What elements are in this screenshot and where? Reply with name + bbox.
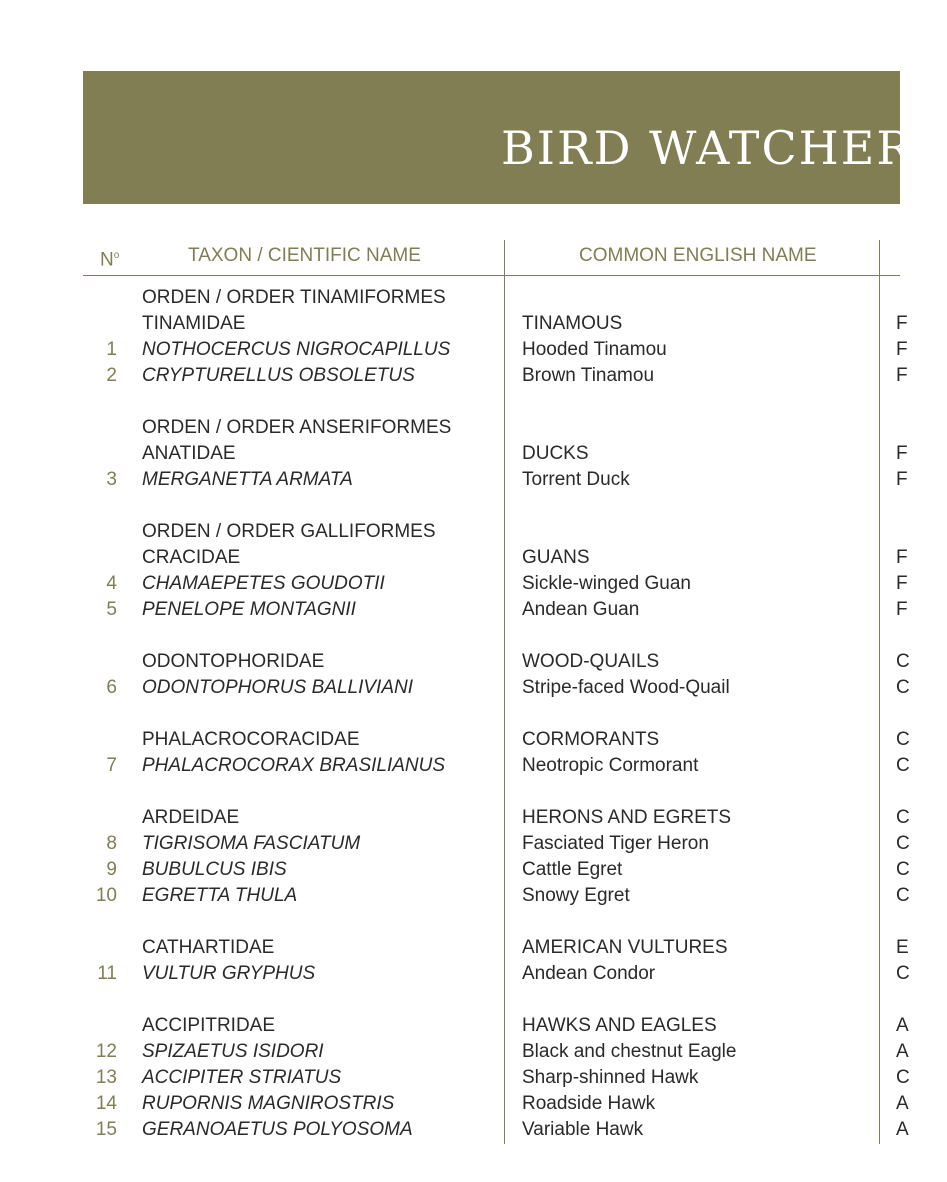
common-name: Cattle Egret bbox=[522, 859, 623, 880]
common-name: DUCKS bbox=[522, 443, 589, 464]
taxon-name: PHALACROCORACIDAE bbox=[142, 729, 360, 750]
species-row bbox=[0, 467, 908, 493]
row-spacer bbox=[0, 909, 900, 935]
order-row bbox=[0, 415, 900, 441]
species-number: 4 bbox=[106, 573, 117, 594]
species-row bbox=[0, 337, 908, 363]
truncated-column-text: C bbox=[896, 963, 910, 984]
species-row bbox=[0, 1039, 909, 1065]
common-name: Sharp-shinned Hawk bbox=[522, 1067, 699, 1088]
truncated-column-text: C bbox=[896, 885, 910, 906]
taxon-name: ORDEN / ORDER GALLIFORMES bbox=[142, 521, 436, 542]
scientific-name: BUBULCUS IBIS bbox=[142, 859, 287, 880]
family-row bbox=[0, 545, 908, 571]
common-name: Variable Hawk bbox=[522, 1119, 644, 1140]
common-name: GUANS bbox=[522, 547, 590, 568]
truncated-column-text: A bbox=[896, 1119, 909, 1140]
common-name: Snowy Egret bbox=[522, 885, 630, 906]
page-title: BIRD WATCHERS bbox=[501, 121, 947, 175]
common-name: Fasciated Tiger Heron bbox=[522, 833, 709, 854]
species-row bbox=[0, 571, 908, 597]
truncated-column-text: C bbox=[896, 677, 910, 698]
column-header-taxon: TAXON / CIENTIFIC NAME bbox=[188, 245, 421, 266]
species-number: 6 bbox=[106, 677, 117, 698]
species-row bbox=[0, 1091, 909, 1117]
scientific-name: GERANOAETUS POLYOSOMA bbox=[142, 1119, 413, 1140]
species-row bbox=[0, 1117, 909, 1143]
order-row bbox=[0, 519, 900, 545]
scientific-name: SPIZAETUS ISIDORI bbox=[142, 1041, 324, 1062]
family-row bbox=[0, 727, 910, 753]
species-number: 14 bbox=[95, 1093, 117, 1114]
taxon-name: ACCIPITRIDAE bbox=[142, 1015, 276, 1036]
truncated-column-text: F bbox=[896, 547, 908, 568]
species-row bbox=[0, 1065, 910, 1091]
species-row bbox=[0, 961, 910, 987]
family-row bbox=[0, 311, 908, 337]
species-number: 5 bbox=[106, 599, 117, 620]
truncated-column-text: C bbox=[896, 1067, 910, 1088]
family-row bbox=[0, 441, 908, 467]
species-number: 7 bbox=[106, 755, 117, 776]
common-name: Andean Condor bbox=[522, 963, 656, 984]
family-row bbox=[0, 935, 909, 961]
species-number: 13 bbox=[95, 1067, 117, 1088]
species-number: 10 bbox=[95, 885, 117, 906]
truncated-column-text: E bbox=[896, 937, 909, 958]
species-number: 8 bbox=[106, 833, 117, 854]
species-row bbox=[0, 753, 910, 779]
common-name: Roadside Hawk bbox=[522, 1093, 656, 1114]
title-banner bbox=[83, 71, 947, 204]
common-name: Black and chestnut Eagle bbox=[522, 1041, 737, 1062]
common-name: AMERICAN VULTURES bbox=[522, 937, 728, 958]
truncated-column-text: F bbox=[896, 573, 908, 594]
species-table bbox=[0, 285, 910, 1143]
truncated-column-text: F bbox=[896, 469, 908, 490]
truncated-column-text: A bbox=[896, 1093, 909, 1114]
truncated-column-text: C bbox=[896, 651, 910, 672]
common-name: HERONS AND EGRETS bbox=[522, 807, 732, 828]
truncated-column-text: C bbox=[896, 833, 910, 854]
species-number: 2 bbox=[106, 365, 117, 386]
species-number: 9 bbox=[106, 859, 117, 880]
family-row bbox=[0, 1013, 909, 1039]
scientific-name: MERGANETTA ARMATA bbox=[142, 469, 353, 490]
truncated-column-text: F bbox=[896, 313, 908, 334]
common-name: Stripe-faced Wood-Quail bbox=[522, 677, 730, 698]
scientific-name: EGRETTA THULA bbox=[142, 885, 298, 906]
family-row bbox=[0, 805, 910, 831]
row-spacer bbox=[0, 623, 900, 649]
common-name: Sickle-winged Guan bbox=[522, 573, 691, 594]
species-row bbox=[0, 883, 910, 909]
truncated-column-text: A bbox=[896, 1041, 909, 1062]
common-name: Hooded Tinamou bbox=[522, 339, 667, 360]
taxon-name: CATHARTIDAE bbox=[142, 937, 275, 958]
taxon-name: ARDEIDAE bbox=[142, 807, 240, 828]
row-spacer bbox=[0, 493, 900, 519]
truncated-column-text: F bbox=[896, 599, 908, 620]
truncated-column-text: C bbox=[896, 729, 910, 750]
taxon-name: ANATIDAE bbox=[142, 443, 236, 464]
header-divider bbox=[83, 275, 900, 276]
scientific-name: CRYPTURELLUS OBSOLETUS bbox=[142, 365, 415, 386]
common-name: Neotropic Cormorant bbox=[522, 755, 699, 776]
taxon-name: ODONTOPHORIDAE bbox=[142, 651, 325, 672]
order-row bbox=[0, 285, 900, 311]
truncated-column-text: C bbox=[896, 859, 910, 880]
common-name: Torrent Duck bbox=[522, 469, 630, 490]
scientific-name: RUPORNIS MAGNIROSTRIS bbox=[142, 1093, 395, 1114]
common-name: Andean Guan bbox=[522, 599, 640, 620]
species-number: 12 bbox=[95, 1041, 117, 1062]
species-row bbox=[0, 363, 908, 389]
scientific-name: ODONTOPHORUS BALLIVIANI bbox=[142, 677, 413, 698]
species-row bbox=[0, 831, 910, 857]
taxon-name: CRACIDAE bbox=[142, 547, 241, 568]
taxon-name: ORDEN / ORDER ANSERIFORMES bbox=[142, 417, 452, 438]
species-row bbox=[0, 857, 910, 883]
column-header-common-name: COMMON ENGLISH NAME bbox=[579, 245, 817, 266]
scientific-name: CHAMAEPETES GOUDOTII bbox=[142, 573, 385, 594]
species-number: 1 bbox=[106, 339, 117, 360]
truncated-column-text: A bbox=[896, 1015, 909, 1036]
species-number: 15 bbox=[95, 1119, 117, 1140]
taxon-name: ORDEN / ORDER TINAMIFORMES bbox=[142, 287, 446, 308]
column-header-number bbox=[100, 244, 119, 272]
row-spacer bbox=[0, 987, 900, 1013]
scientific-name: VULTUR GRYPHUS bbox=[142, 963, 316, 984]
common-name: CORMORANTS bbox=[522, 729, 660, 750]
family-row bbox=[0, 649, 910, 675]
truncated-column-text: F bbox=[896, 443, 908, 464]
row-spacer bbox=[0, 389, 900, 415]
truncated-column-text: C bbox=[896, 755, 910, 776]
species-number: 11 bbox=[97, 963, 117, 984]
scientific-name: NOTHOCERCUS NIGROCAPILLUS bbox=[142, 339, 451, 360]
truncated-column-text: C bbox=[896, 807, 910, 828]
truncated-column-text: F bbox=[896, 339, 908, 360]
scientific-name: ACCIPITER STRIATUS bbox=[142, 1067, 342, 1088]
scientific-name: PHALACROCORAX BRASILIANUS bbox=[142, 755, 446, 776]
number-label-sup: o bbox=[113, 250, 120, 261]
common-name: Brown Tinamou bbox=[522, 365, 655, 386]
taxon-name: TINAMIDAE bbox=[142, 313, 246, 334]
row-spacer bbox=[0, 779, 900, 805]
scientific-name: TIGRISOMA FASCIATUM bbox=[142, 833, 361, 854]
species-number: 3 bbox=[106, 469, 117, 490]
row-spacer bbox=[0, 701, 900, 727]
number-label: N bbox=[100, 249, 114, 271]
species-row bbox=[0, 597, 908, 623]
common-name: WOOD-QUAILS bbox=[522, 651, 660, 672]
common-name: TINAMOUS bbox=[522, 313, 623, 334]
species-row bbox=[0, 675, 910, 701]
scientific-name: PENELOPE MONTAGNII bbox=[142, 599, 356, 620]
common-name: HAWKS AND EAGLES bbox=[522, 1015, 717, 1036]
truncated-column-text: F bbox=[896, 365, 908, 386]
